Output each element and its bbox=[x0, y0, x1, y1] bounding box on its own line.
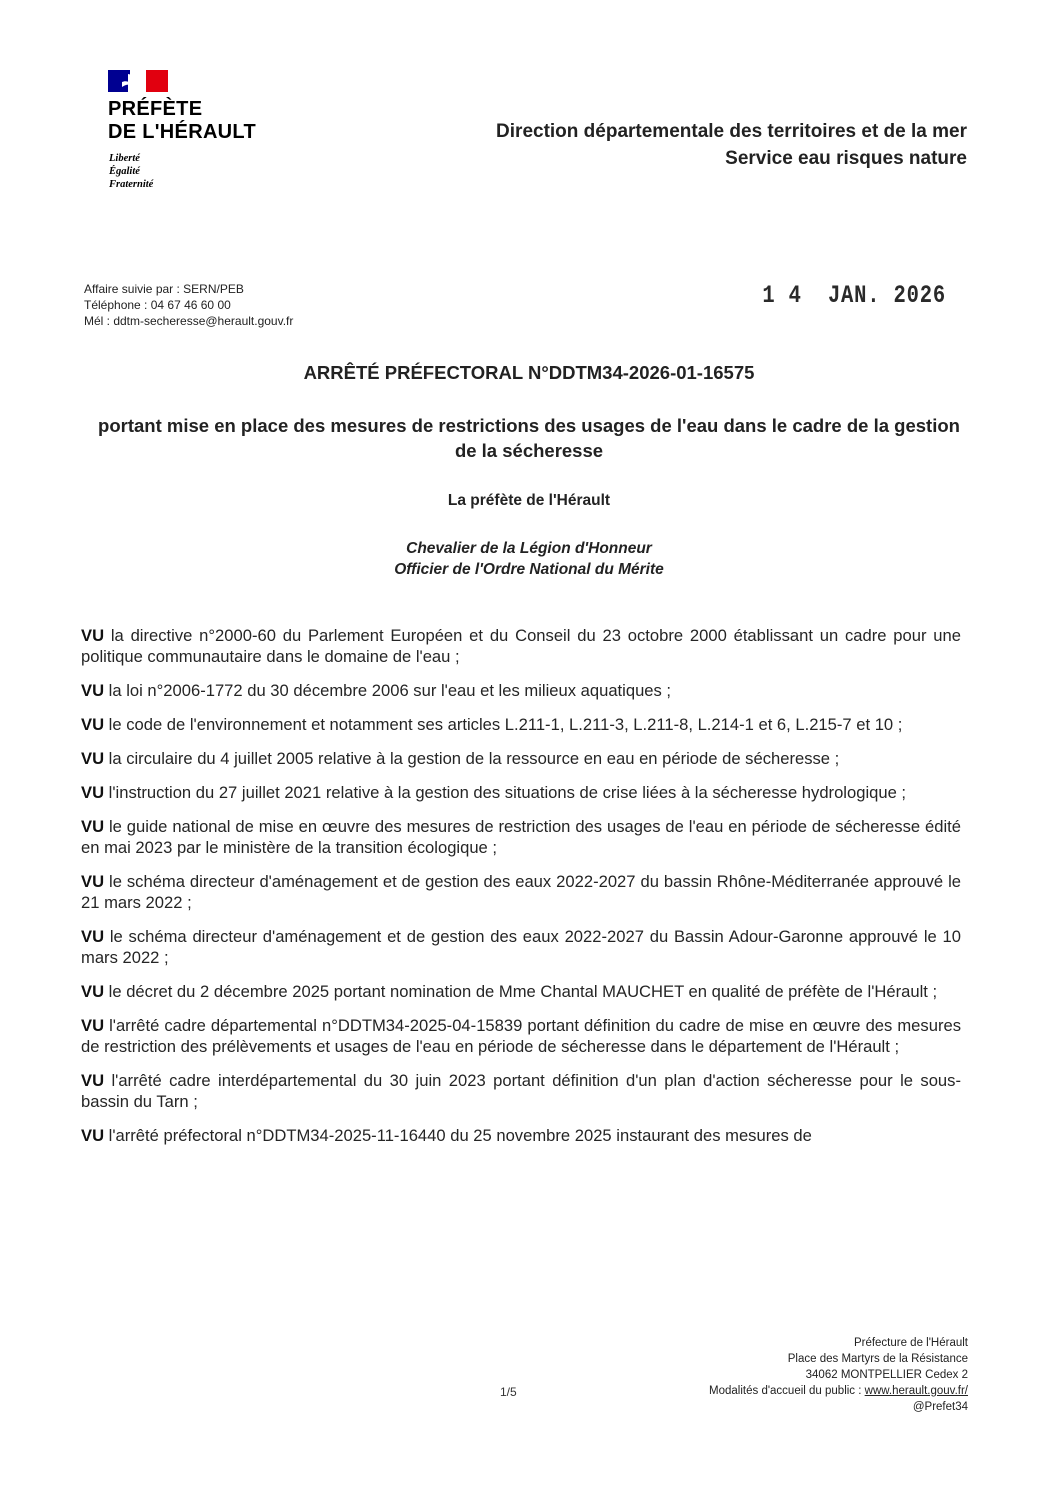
logo-title-line2: DE L'HÉRAULT bbox=[108, 121, 256, 143]
considerant-item: VU l'arrêté cadre départemental n°DDTM34-2025-04-15839 portant définition du cadre de mise en œuvre des mesures de restriction des prélèvements et usages de l'eau en période de sécheresse dans le département de l'Hérault ; bbox=[81, 1016, 961, 1056]
direction-name: Direction départementale des territoires et de la mer bbox=[496, 121, 967, 142]
considerants-list bbox=[81, 625, 961, 1159]
considerant-item: VU l'instruction du 27 juillet 2021 relative à la gestion des situations de crise liées à la sécheresse hydrologique ; bbox=[81, 783, 907, 802]
considerant-item: VU le guide national de mise en œuvre des mesures de restriction des usages de l'eau en période de sécheresse édité en mai 2023 par le ministère de la transition écologique ; bbox=[81, 817, 961, 857]
logo-title-line1: PRÉFÈTE bbox=[108, 98, 203, 120]
honour-legion: Chevalier de la Légion d'Honneur bbox=[406, 540, 652, 557]
motto-egalite: Égalité bbox=[109, 166, 140, 177]
footer-city: 34062 MONTPELLIER Cedex 2 bbox=[805, 1369, 968, 1381]
website-link[interactable]: www.herault.gouv.fr/ bbox=[864, 1385, 968, 1397]
authority-honours bbox=[0, 538, 1058, 580]
contact-affaire: Affaire suivie par : SERN/PEB bbox=[84, 282, 244, 296]
contact-email: Mél : ddtm-secheresse@herault.gouv.fr bbox=[84, 314, 294, 328]
motto-liberte: Liberté bbox=[109, 153, 140, 164]
page-number: 1/5 bbox=[500, 1385, 517, 1399]
document-title: ARRÊTÉ PRÉFECTORAL N°DDTM34-2026-01-16575 bbox=[303, 362, 755, 383]
considerant-item: VU l'arrêté préfectoral n°DDTM34-2025-11-16440 du 25 novembre 2025 instaurant des mesures de bbox=[81, 1126, 812, 1145]
motto-fraternite: Fraternité bbox=[109, 179, 154, 190]
footer-social: @Prefet34 bbox=[912, 1401, 968, 1413]
contact-telephone: Téléphone : 04 67 46 60 00 bbox=[84, 298, 231, 312]
considerant-item: VU la directive n°2000-60 du Parlement Européen et du Conseil du 23 octobre 2000 établissant un cadre pour une politique communautaire dans le domaine de l'eau ; bbox=[81, 626, 961, 666]
footer-street: Place des Martyrs de la Résistance bbox=[787, 1353, 968, 1365]
considerant-item: VU la circulaire du 4 juillet 2005 relative à la gestion de la ressource en eau en période de sécheresse ; bbox=[81, 749, 840, 768]
considerant-item: VU le schéma directeur d'aménagement et de gestion des eaux 2022-2027 du bassin Rhône-Méditerranée approuvé le 21 mars 2022 ; bbox=[81, 872, 961, 912]
republic-motto bbox=[109, 152, 153, 191]
date-stamp: 1 4 JAN. 2026 bbox=[762, 281, 946, 310]
document-subject: portant mise en place des mesures de restrictions des usages de l'eau dans le cadre de la gestion de la sécheresse bbox=[98, 415, 960, 461]
considerant-item: VU la loi n°2006-1772 du 30 décembre 2006 sur l'eau et les milieux aquatiques ; bbox=[81, 681, 672, 700]
marianne-flag-logo bbox=[108, 70, 168, 92]
considerant-item: VU l'arrêté cadre interdépartemental du 30 juin 2023 portant définition d'un plan d'action sécheresse pour le sous-bassin du Tarn ; bbox=[81, 1071, 961, 1111]
footer-accueil-label: Modalités d'accueil du public : bbox=[709, 1385, 865, 1397]
considerant-item: VU le schéma directeur d'aménagement et de gestion des eaux 2022-2027 du Bassin Adour-Garonne approuvé le 10 mars 2022 ; bbox=[81, 927, 961, 967]
considerant-item: VU le code de l'environnement et notamment ses articles L.211-1, L.211-3, L.211-8, L.214-1 et 6, L.215-7 et 10 ; bbox=[81, 715, 903, 734]
issuing-service bbox=[496, 118, 967, 172]
honour-merite: Officier de l'Ordre National du Mérite bbox=[394, 561, 664, 578]
footer-accueil bbox=[709, 1383, 968, 1399]
service-name: Service eau risques nature bbox=[725, 148, 967, 169]
contact-block bbox=[84, 281, 293, 329]
prefecture-address bbox=[709, 1335, 968, 1415]
considerant-item: VU le décret du 2 décembre 2025 portant nomination de Mme Chantal MAUCHET en qualité de préfète de l'Hérault ; bbox=[81, 982, 938, 1001]
logo-title bbox=[108, 98, 256, 144]
footer-prefecture: Préfecture de l'Hérault bbox=[853, 1337, 968, 1349]
issuing-authority: La préfète de l'Hérault bbox=[447, 492, 611, 509]
